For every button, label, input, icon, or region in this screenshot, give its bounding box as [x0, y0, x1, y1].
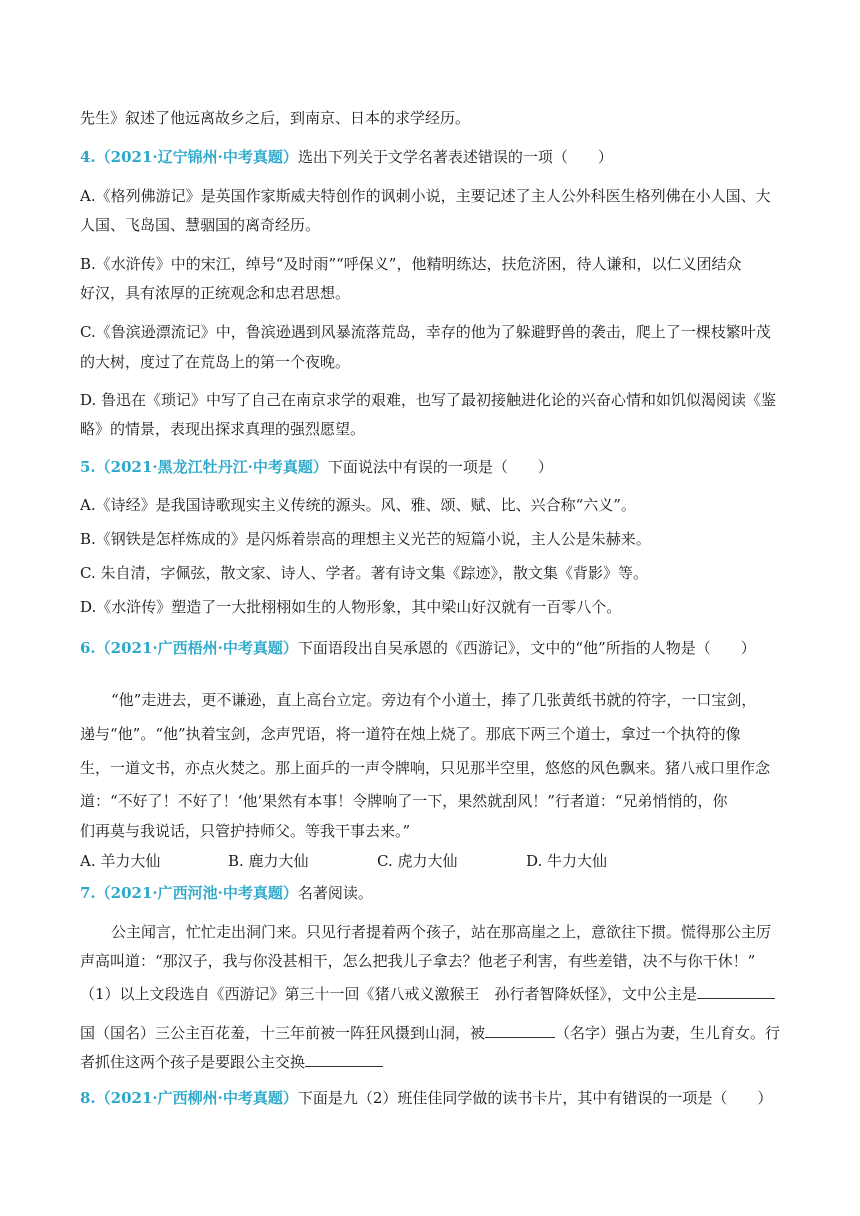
option-line: B.《钢铁是怎样炼成的》是闪烁着崇高的理想主义光芒的短篇小说，主人公是朱赫来。: [80, 530, 651, 548]
passage-line: 公主闻言，忙忙走出洞门来。只见行者提着两个孩子，站在那高崖之上，意欲往下掼。慌得那公主厉: [111, 923, 772, 941]
question-stem: 名著阅读。: [297, 884, 373, 902]
option-b: B. 鹿力大仙: [228, 852, 309, 870]
question-source: （2021·黑龙江牡丹江·中考真题）: [95, 458, 328, 476]
option-line: A.《诗经》是我国诗歌现实主义传统的源头。风、雅、颂、赋、比、兴合称“六义”。: [80, 496, 636, 514]
question-stem: 下面是九（2）班佳佳同学做的读书卡片，其中有错误的一项是（ ）: [297, 1089, 773, 1107]
question-source: （2021·辽宁锦州·中考真题）: [95, 148, 298, 166]
question-7-header: [80, 883, 780, 903]
question-number: 4.: [80, 148, 96, 166]
question-number: 8.: [80, 1089, 96, 1107]
answer-options: [80, 851, 780, 871]
question-number: 6.: [80, 639, 96, 657]
option-line: D.《水浒传》塑造了一大批栩栩如生的人物形象，其中梁山好汉就有一百零八个。: [80, 598, 622, 616]
question-5-header: [80, 457, 780, 477]
option-line: 好汉，具有浓厚的正统观念和忠君思想。: [80, 284, 351, 302]
fill-in-line: 者抓住这两个孩子是要跟公主交换: [80, 1052, 780, 1072]
passage-line: 递与“他”。“他”执着宝剑，念声咒语，将一道符在烛上烧了。那底下两三个道士，拿过一个执符的像: [80, 725, 741, 743]
option-c: C. 虎力大仙: [377, 852, 458, 870]
option-line: A.《格列佛游记》是英国作家斯威夫特创作的讽刺小说，主要记述了主人公外科医生格列佛在小人国、大: [80, 187, 771, 205]
passage-line: 们再莫与我说话，只管护持师父。等我干事去来。”: [80, 822, 411, 840]
option-line: C. 朱自清，字佩弦，散文家、诗人、学者。著有诗文集《踪迹》，散文集《背影》等。: [80, 564, 648, 582]
option-line: D. 鲁迅在《琐记》中写了自己在南京求学的艰难，也写了最初接触进化论的兴奋心情和如饥似渴阅读《鉴: [80, 391, 777, 409]
answer-blank[interactable]: [305, 1052, 383, 1067]
passage-line: 声高叫道：“那汉子，我与你没甚相干，怎么把我儿子拿去？他老子利害，有些差错，决不与你干休！”: [80, 952, 756, 970]
option-a: A. 羊力大仙: [80, 852, 161, 870]
option-line: 人国、飞岛国、慧骃国的离奇经历。: [80, 216, 321, 234]
question-8-header: [80, 1088, 780, 1108]
question-4-header: [80, 147, 780, 167]
passage-line: “他”走进去，更不谦逊，直上高台立定。旁边有个小道士，捧了几张黄纸书就的符字，一口宝剑，: [111, 691, 757, 709]
question-number: 5.: [80, 458, 96, 476]
question-stem: 下面语段出自吴承恩的《西游记》，文中的“他”所指的人物是（ ）: [297, 639, 756, 657]
answer-blank[interactable]: [485, 1023, 555, 1038]
fill-in-line: 国（国名）三公主百花羞，十三年前被一阵狂风摄到山洞，被 （名字）强占为妻，生儿育女。行: [80, 1024, 781, 1042]
answer-blank[interactable]: [697, 984, 775, 999]
question-6-header: [80, 638, 780, 658]
option-line: C.《鲁滨逊漂流记》中，鲁滨逊遇到风暴流落荒岛，幸存的他为了躲避野兽的袭击，爬上了一棵枝繁叶茂: [80, 323, 771, 341]
question-source: （2021·广西柳州·中考真题）: [95, 1089, 298, 1107]
option-line: 略》的情景，表现出探求真理的强烈愿望。: [80, 420, 366, 438]
option-d: D. 牛力大仙: [526, 852, 608, 870]
passage-line: 道：“不好了！不好了！‘他’果然有本事！令牌响了一下，果然就刮风！”行者道：“兄弟悄悄的，你: [80, 792, 728, 810]
question-number: 7.: [80, 884, 96, 902]
question-source: （2021·广西河池·中考真题）: [95, 884, 298, 902]
question-stem: 下面说法中有误的一项是（ ）: [327, 458, 553, 476]
passage-line: 生，一道文书，亦点火焚之。那上面乒的一声令牌响，只见那半空里，悠悠的风色飘来。猪八戒口里作念: [80, 759, 771, 777]
question-source: （2021·广西梧州·中考真题）: [95, 639, 298, 657]
option-line: 的大树，度过了在荒岛上的第一个夜晚。: [80, 353, 351, 371]
fill-in-line: （1）以上文段选自《西游记》第三十一回《猪八戒义激猴王 孙行者智降妖怪》，文中公主是: [80, 984, 780, 1004]
question-stem: 选出下列关于文学名著表述错误的一项（ ）: [297, 148, 613, 166]
text-line: 先生》叙述了他远离故乡之后，到南京、日本的求学经历。: [80, 109, 471, 127]
option-line: B.《水浒传》中的宋江，绰号“及时雨”“呼保义”，他精明练达，扶危济困，待人谦和，以仁义团结众: [80, 255, 742, 273]
